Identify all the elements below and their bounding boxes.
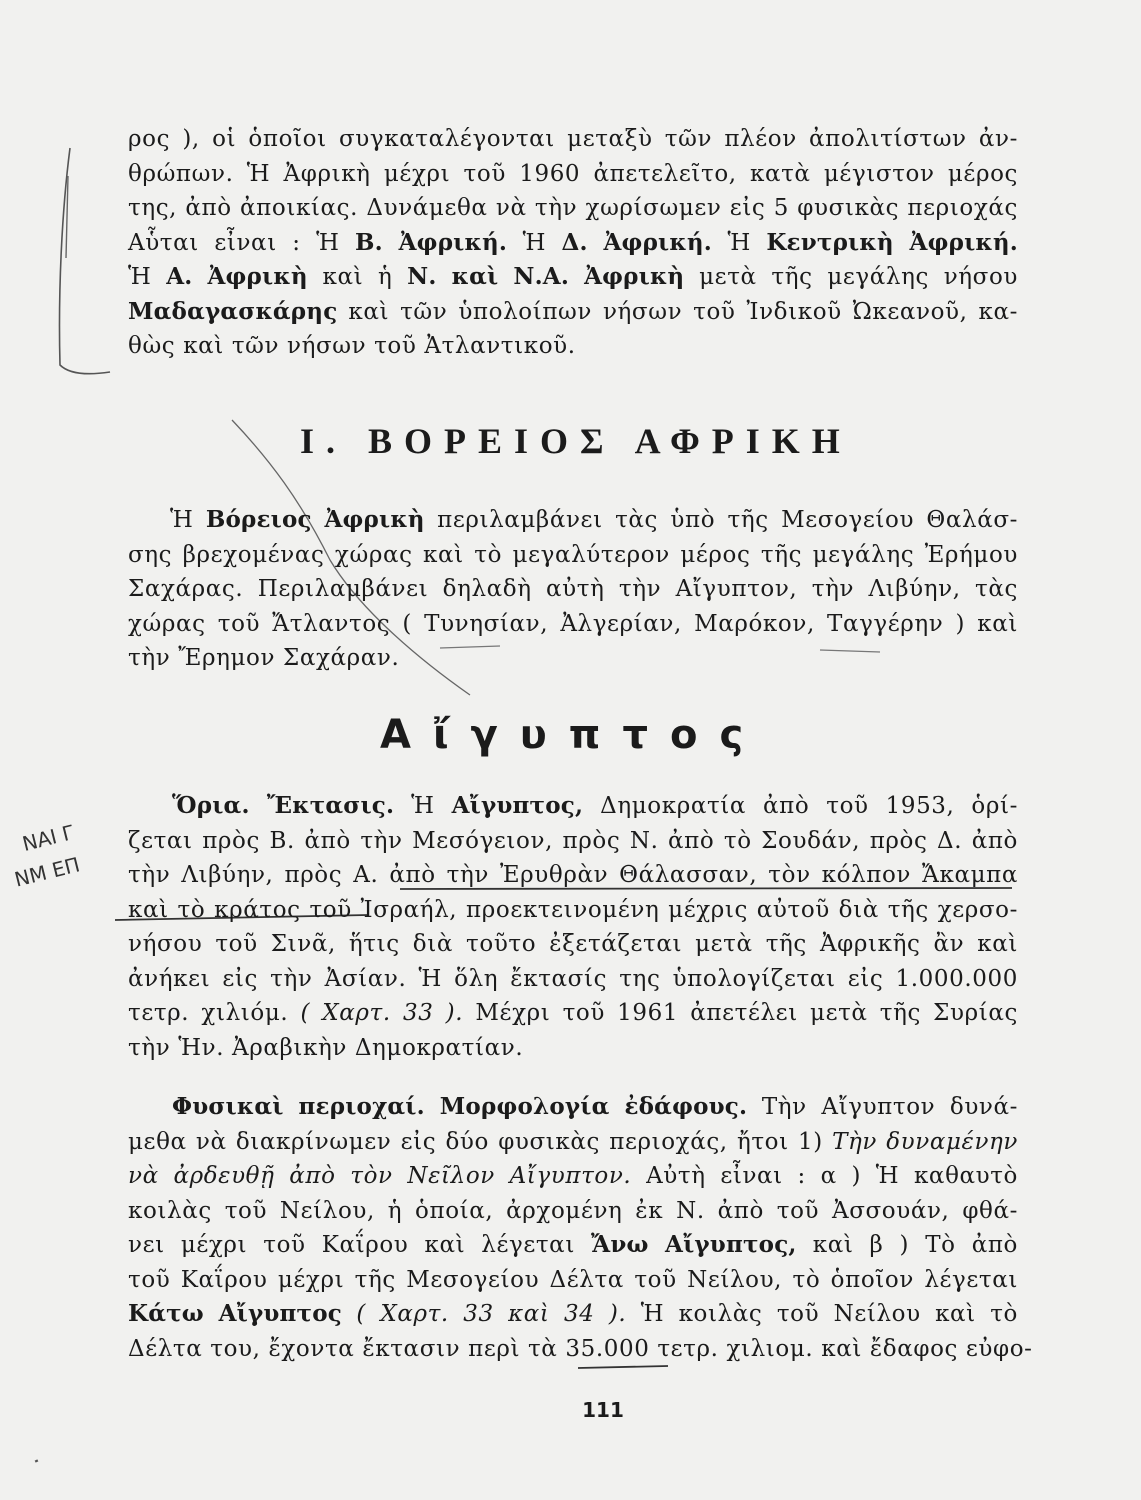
text-line: νει μέχρι τοῦ Καΐρου καὶ λέγεται Ἄνω Αἴγυπτος, καὶ β ) Τὸ ἀπὸ <box>128 1231 1018 1258</box>
text-line: τὴν Ἔρημον Σαχάραν. <box>128 645 400 671</box>
underline-area-mark <box>578 1366 668 1368</box>
text-line: κοιλὰς τοῦ Νείλου, ἡ ὁποία, ἀρχομένη ἐκ Ν. ἀπὸ τοῦ Ἀσσουάν, φθά- <box>128 1197 1018 1224</box>
section-heading: Ι. ΒΟΡΕΙΟΣ ΑΦΡΙΚΗ <box>300 421 852 461</box>
text-line: νὰ ἀρδευθῇ ἀπὸ τὸν Νεῖλον Αἴγυπτον. Αὐτὴ εἶναι : α ) Ἡ καθαυτὸ <box>128 1163 1018 1189</box>
text-line: Μαδαγασκάρης καὶ τῶν ὑπολοίπων νήσων τοῦ Ἰνδικοῦ Ὠκεανοῦ, κα- <box>128 297 1018 325</box>
text-line: Αὗται εἶναι : Ἡ Β. Ἀφρική. Ἡ Δ. Ἀφρική. Ἡ Κεντρικὴ Ἀφρική. <box>128 228 1018 256</box>
text-line: τετρ. χιλιόμ. ( Χαρτ. 33 ). Μέχρι τοῦ 1961 ἀπετέλει μετὰ τῆς Συρίας <box>128 1000 1018 1026</box>
text-line: ζεται πρὸς Β. ἀπὸ τὴν Μεσόγειον, πρὸς Ν. ἀπὸ τὸ Σουδάν, πρὸς Δ. ἀπὸ <box>128 827 1018 854</box>
text-line: ἀνήκει εἰς τὴν Ἀσίαν. Ἡ ὅλη ἔκτασίς της ὑπολογίζεται εἰς 1.000.000 <box>128 965 1018 992</box>
page-number: 111 <box>582 1398 624 1422</box>
margin-tick-mark <box>66 176 68 258</box>
text-line: ρος ), οἱ ὁποῖοι συγκαταλέγονται μεταξὺ τῶν πλέον ἀπολιτίστων ἀν- <box>128 126 1018 152</box>
text-line: Ὅρια. Ἔκτασις. Ἡ Αἴγυπτος, Δημοκρατία ἀπὸ τοῦ 1953, ὁρί- <box>172 792 1018 819</box>
text-line: τὴν Ἡν. Ἀραβικὴν Δημοκρατίαν. <box>128 1034 524 1061</box>
text-line: χώρας τοῦ Ἄτλαντος ( Τυνησίαν, Ἀλγερίαν, Μαρόκον, Ταγγέρην ) καὶ <box>128 610 1018 637</box>
text-line: Δέλτα του, ἔχοντα ἔκτασιν περὶ τὰ 35.000 τετρ. χιλιομ. καὶ ἔδαφος εὐφο- <box>128 1335 1033 1362</box>
text-line: Ἡ Α. Ἀφρικὴ καὶ ἡ Ν. καὶ Ν.Α. Ἀφρικὴ μετὰ τῆς μεγάλης νήσου <box>128 263 1018 290</box>
text-line: καὶ τὸ κράτος τοῦ Ἰσραήλ, προεκτεινομένη μέχρις αὐτοῦ διὰ τῆς χερσο- <box>128 896 1018 923</box>
text-line: τὴν Λιβύην, πρὸς Α. ἀπὸ τὴν Ἐρυθρὰν Θάλασσαν, τὸν κόλπον Ἄκαμπα <box>128 862 1018 888</box>
borders-paragraph <box>128 789 1018 1065</box>
north-africa-paragraph <box>128 503 1018 676</box>
text-line: Σαχάρας. Περιλαμβάνει δηλαδὴ αὐτὴ τὴν Αἴγυπτον, τὴν Λιβύην, τὰς <box>128 576 1018 602</box>
country-heading: Αἴγυπτος <box>380 712 766 758</box>
margin-handwriting-top: ΝΑΙ Γ <box>19 820 77 856</box>
text-line: θὼς καὶ τῶν νήσων τοῦ Ἀτλαντικοῦ. <box>128 333 576 359</box>
intro-paragraph <box>128 122 1018 364</box>
text-line: θρώπων. Ἡ Ἀφρικὴ μέχρι τοῦ 1960 ἀπετελεῖτο, κατὰ μέγιστον μέρος <box>128 160 1018 187</box>
text-line: Φυσικαὶ περιοχαί. Μορφολογία ἐδάφους. Τὴν Αἴγυπτον δυνά- <box>172 1093 1018 1120</box>
margin-handwriting-bottom: ΝΜ ΕΠ <box>12 852 83 892</box>
margin-bracket-mark <box>59 148 110 374</box>
text-line: νήσου τοῦ Σινᾶ, ἥτις διὰ τοῦτο ἐξετάζεται μετὰ τῆς Ἀφρικῆς ἂν καὶ <box>128 931 1018 957</box>
text-line: μεθα νὰ διακρίνωμεν εἰς δύο φυσικὰς περιοχάς, ἤτοι 1) Τὴν δυναμένην <box>128 1128 1019 1155</box>
text-line: τοῦ Καΐρου μέχρι τῆς Μεσογείου Δέλτα τοῦ Νείλου, τὸ ὁποῖον λέγεται <box>128 1266 1018 1293</box>
text-line: της, ἀπὸ ἀποικίας. Δυνάμεθα νὰ τὴν χωρίσωμεν εἰς 5 φυσικὰς περιοχάς <box>128 195 1018 221</box>
text-line: Ἡ Βόρειος Ἀφρικὴ περιλαμβάνει τὰς ὑπὸ τῆς Μεσογείου Θαλάσ- <box>170 506 1018 533</box>
physical-regions-paragraph <box>128 1090 1033 1366</box>
text-line: σης βρεχομένας χώρας καὶ τὸ μεγαλύτερον μέρος τῆς μεγάλης Ἐρήμου <box>128 541 1018 568</box>
page-dot-mark <box>36 1460 37 1462</box>
text-line: Κάτω Αἴγυπτος ( Χαρτ. 33 καὶ 34 ). Ἡ κοιλὰς τοῦ Νείλου καὶ τὸ <box>128 1300 1018 1327</box>
